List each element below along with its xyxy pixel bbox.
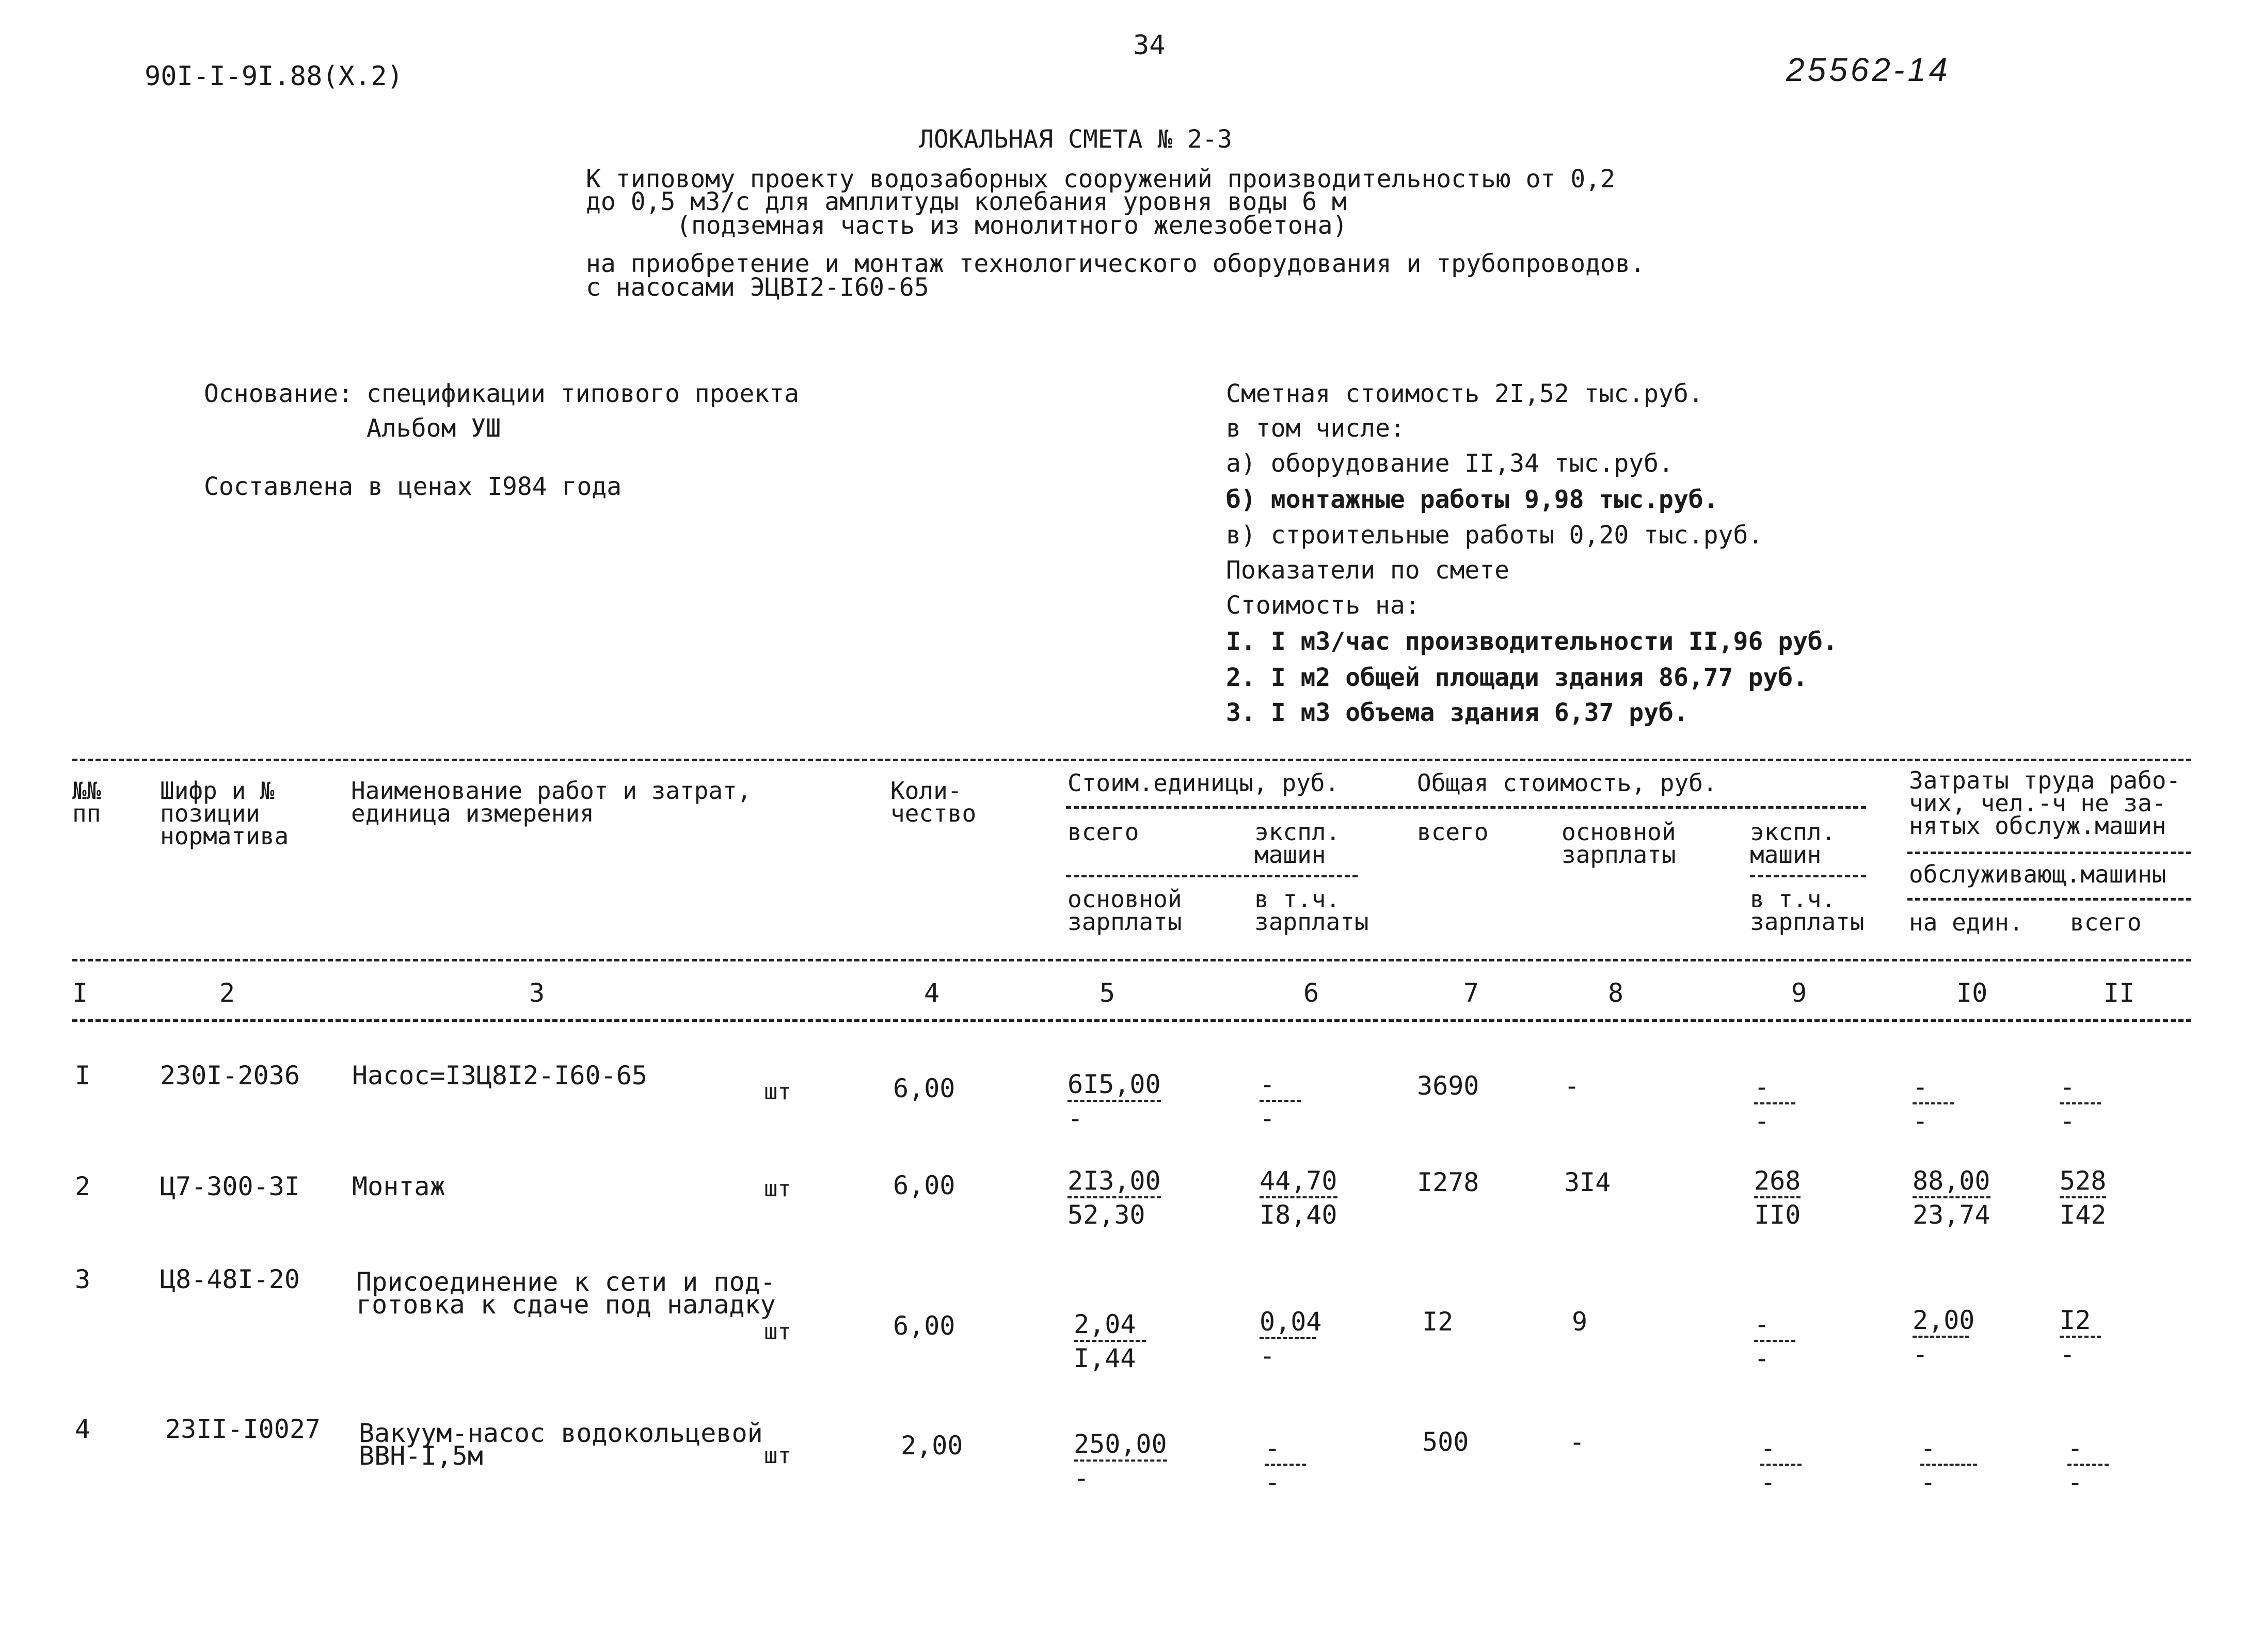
col-number-3: 3 (529, 978, 545, 1008)
col-name-header: Наименование работ и затрат, единица измерения (351, 777, 752, 827)
col-number-5: 5 (1100, 978, 1116, 1008)
table-row-3-name: Присоединение к сети и под- готовка к сдаче под наладку (356, 1267, 776, 1320)
table-row-1-mach: - - (1754, 1073, 1795, 1134)
title-line-3: (подземная часть из монолитного железобетона) (676, 211, 1348, 240)
col-number-10: I0 (1956, 978, 1988, 1008)
table-row-4-unit: шт (764, 1442, 791, 1469)
table-row-1-qty: 6,00 (893, 1073, 955, 1103)
table-row-4-name: Вакуум-насос водокольцевой ВВН-I,5м (359, 1418, 763, 1471)
tot-mach-sub-rule (1750, 875, 1866, 877)
labor-service-header: обслуживающ.машины (1909, 860, 2167, 888)
table-row-3-unit-mach: 0,04 - (1260, 1307, 1322, 1371)
col-code-header: Шифр и № позиции норматива (160, 777, 289, 850)
col-number-9: 9 (1791, 978, 1807, 1008)
table-row-1-unit-cost: 6I5,00 - (1068, 1069, 1161, 1133)
table-row-3-no: 3 (75, 1264, 91, 1294)
tot-incl-header: в т.ч. зарплаты (1750, 885, 1865, 936)
summary-indicators: Показатели по смете (1226, 556, 1510, 585)
basis-prices: Составлена в ценах I984 года (204, 472, 622, 501)
table-row-3-unit: шт (764, 1319, 791, 1345)
table-row-1-labor-unit: - - (1913, 1073, 1954, 1134)
basis-label: Основание: (204, 379, 353, 408)
table-top-rule (72, 759, 2191, 761)
basis-album: Альбом УШ (367, 414, 501, 443)
col-qty-header: Коли- чество (890, 777, 977, 827)
unit-mach-header: экспл. машин (1254, 818, 1341, 869)
table-row-1-total: 3690 (1417, 1071, 1479, 1101)
table-row-1-name: Насос=IЗЦ8I2-I60-65 (352, 1061, 647, 1090)
table-row-2-unit-cost: 2I3,00 52,30 (1068, 1166, 1161, 1230)
unit-wage-header: основной зарплаты (1068, 885, 1182, 936)
labor-all-header: всего (2070, 908, 2142, 936)
table-row-2-code: Ц7-300-3I (160, 1172, 300, 1201)
unit-cost-header: Стоим.единицы, руб. (1068, 769, 1340, 797)
table-row-4-no: 4 (75, 1414, 91, 1444)
handwritten-number: 25562-14 (1786, 51, 1951, 88)
column-number-rule (72, 1019, 2191, 1022)
table-row-2-qty: 6,00 (893, 1170, 955, 1200)
table-row-3-qty: 6,00 (893, 1311, 955, 1341)
labor-rule-2 (1907, 898, 2191, 901)
table-row-2-unit-mach: 44,70 I8,40 (1260, 1166, 1337, 1230)
unit-total-header: всего (1068, 818, 1139, 846)
estimate-title: ЛОКАЛЬНАЯ СМЕТА № 2-3 (919, 125, 1232, 154)
table-row-3-code: Ц8-48I-20 (160, 1264, 300, 1294)
title-line-2: до 0,5 м3/с для амплитуды колебания уровня воды 6 м (586, 187, 1347, 216)
summary-cost-per: Стоимость на: (1226, 591, 1420, 620)
table-row-4-labor-unit: - - (1920, 1435, 1977, 1496)
indicator-2: 2. I м2 общей площади здания 86,77 руб. (1226, 663, 1808, 692)
summary-including: в том числе: (1226, 414, 1405, 443)
table-row-3-total: I2 (1422, 1307, 1454, 1337)
table-row-1-wage: - (1564, 1071, 1580, 1101)
table-row-4-unit-cost: 250,00 - (1074, 1429, 1167, 1493)
labor-per-unit-header: на един. (1909, 908, 2024, 936)
col-number-1: I (72, 978, 88, 1008)
table-row-1-code: 230I-2036 (160, 1061, 300, 1090)
title-line-4: на приобретение и монтаж технологического оборудования и трубопроводов. (586, 249, 1645, 278)
table-row-3-labor-all: I2 - (2060, 1307, 2101, 1368)
table-row-1-unit-mach: - - (1260, 1071, 1301, 1132)
summary-installation: б) монтажные работы 9,98 тыс.руб. (1226, 485, 1718, 514)
tot-total-header: всего (1417, 818, 1489, 846)
table-row-1-labor-all: - - (2060, 1073, 2101, 1134)
table-row-4-mach: - - (1760, 1435, 1802, 1496)
labor-rule-1 (1907, 852, 2191, 854)
table-row-2-wage: 3I4 (1564, 1167, 1611, 1197)
table-row-2-no: 2 (75, 1172, 91, 1201)
title-line-5: с насосами ЭЦВI2-I60-65 (586, 273, 929, 302)
table-row-2-labor-unit: 88,00 23,74 (1913, 1166, 1990, 1230)
table-row-3-mach: - - (1754, 1311, 1795, 1372)
table-row-2-unit: шт (764, 1176, 791, 1202)
table-row-4-wage: - (1569, 1427, 1585, 1457)
total-cost-header: Общая стоимость, руб. (1417, 769, 1717, 797)
table-row-3-labor-unit: 2,00 - (1913, 1305, 1975, 1369)
summary-equipment: а) оборудование II,34 тыс.руб. (1226, 449, 1674, 478)
unit-cost-sub-rule (1066, 875, 1358, 877)
col-no-header: №№ пп (72, 777, 101, 827)
table-row-2-total: I278 (1417, 1167, 1479, 1197)
table-row-2-mach: 268 II0 (1754, 1166, 1801, 1230)
table-row-4-qty: 2,00 (901, 1431, 963, 1461)
col-number-2: 2 (219, 978, 235, 1008)
unit-cost-rule (1066, 806, 1866, 809)
unit-incl-header: в т.ч. зарплаты (1254, 885, 1369, 936)
indicator-1: I. I м3/час производительности II,96 руб. (1226, 627, 1838, 656)
table-row-1-no: I (75, 1061, 91, 1090)
page-number: 34 (1133, 30, 1166, 61)
summary-cost: Сметная стоимость 2I,52 тыс.руб. (1226, 379, 1703, 408)
col-number-11: II (2104, 978, 2135, 1008)
summary-construction: в) строительные работы 0,20 тыс.руб. (1226, 521, 1763, 550)
tot-wage-header: основной зарплаты (1562, 818, 1676, 869)
table-row-3-wage: 9 (1572, 1307, 1588, 1337)
title-line-1: К типовому проекту водозаборных сооружений производительностью от 0,2 (586, 165, 1615, 194)
col-number-6: 6 (1303, 978, 1319, 1008)
labor-header: Затраты труда рабо- чих, чел.-ч не за- нятых обслуж.машин (1909, 766, 2181, 840)
table-row-3-unit-cost: 2,04 I,44 (1074, 1311, 1146, 1372)
table-row-4-total: 500 (1422, 1427, 1469, 1457)
col-number-7: 7 (1463, 978, 1479, 1008)
col-number-4: 4 (924, 978, 940, 1008)
tot-mach-header: экспл. машин (1750, 818, 1836, 869)
table-row-2-name: Монтаж (352, 1172, 445, 1201)
indicator-3: 3. I м3 объема здания 6,37 руб. (1226, 698, 1688, 727)
col-number-8: 8 (1608, 978, 1624, 1008)
table-row-1-unit: шт (764, 1079, 791, 1105)
table-row-4-labor-all: - - (2067, 1435, 2109, 1496)
table-row-2-labor-all: 528 I42 (2060, 1166, 2107, 1230)
document-code: 90I-I-9I.88(X.2) (145, 61, 403, 92)
table-header-bottom-rule (72, 959, 2191, 961)
table-row-4-code: 23II-I0027 (165, 1414, 321, 1444)
basis-value: спецификации типового проекта (367, 379, 800, 408)
table-row-4-unit-mach: - - (1265, 1435, 1306, 1496)
